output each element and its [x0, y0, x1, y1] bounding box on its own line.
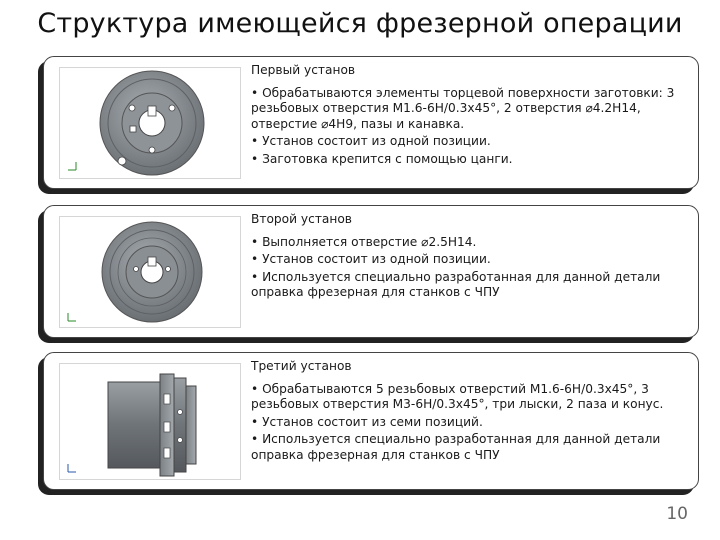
part-face-view-2 — [60, 217, 240, 327]
section-card-2 — [43, 205, 699, 338]
section-card-1 — [43, 56, 699, 189]
bullet-item: • Используется специально разработанная для данной детали оправка фрезерная для станков с ЧПУ — [251, 269, 661, 299]
section-text-2 — [251, 212, 688, 303]
part-image-setup-1 — [59, 67, 241, 179]
part-image-setup-2 — [59, 216, 241, 328]
section-text-1 — [251, 63, 688, 169]
bullet-item: • Используется специально разработанная для данной детали оправка фрезерная для станков с ЧПУ — [251, 432, 661, 462]
bullet-item: • Заготовка крепится с помощью цанги. — [251, 151, 513, 166]
bullet-item: • Обрабатываются элементы торцевой поверхности заготовки: 3 резьбовых отверстия М1.6-6H/0.3х45°, 2 отверстия ⌀4.2H14, отверстие ⌀4H9, пазы и канавка. — [251, 85, 675, 131]
section-text-3 — [251, 359, 688, 465]
slide-title: Структура имеющейся фрезерной операции — [37, 8, 683, 39]
section-heading-1: Первый установ — [251, 63, 356, 77]
bullet-item: • Установ состоит из семи позиций. — [251, 414, 483, 429]
page-number: 10 — [666, 504, 688, 524]
part-side-view-3 — [60, 364, 240, 479]
bullet-item: • Установ состоит из одной позиции. — [251, 134, 491, 148]
bullet-item: • Установ состоит из одной позиции. — [251, 252, 491, 266]
part-image-setup-3 — [59, 363, 241, 480]
bullet-item: • Выполняется отверстие ⌀2.5H14. — [251, 234, 477, 249]
section-heading-3: Третий установ — [251, 359, 352, 373]
section-card-3 — [43, 352, 699, 490]
bullet-item: • Обрабатываются 5 резьбовых отверстий М1.6-6H/0.3х45°, 3 резьбовых отверстия М3-6H/0.3х45°, три лыски, 2 паза и конус. — [251, 381, 664, 411]
part-face-view-1 — [60, 68, 240, 178]
section-heading-2: Второй установ — [251, 212, 352, 226]
